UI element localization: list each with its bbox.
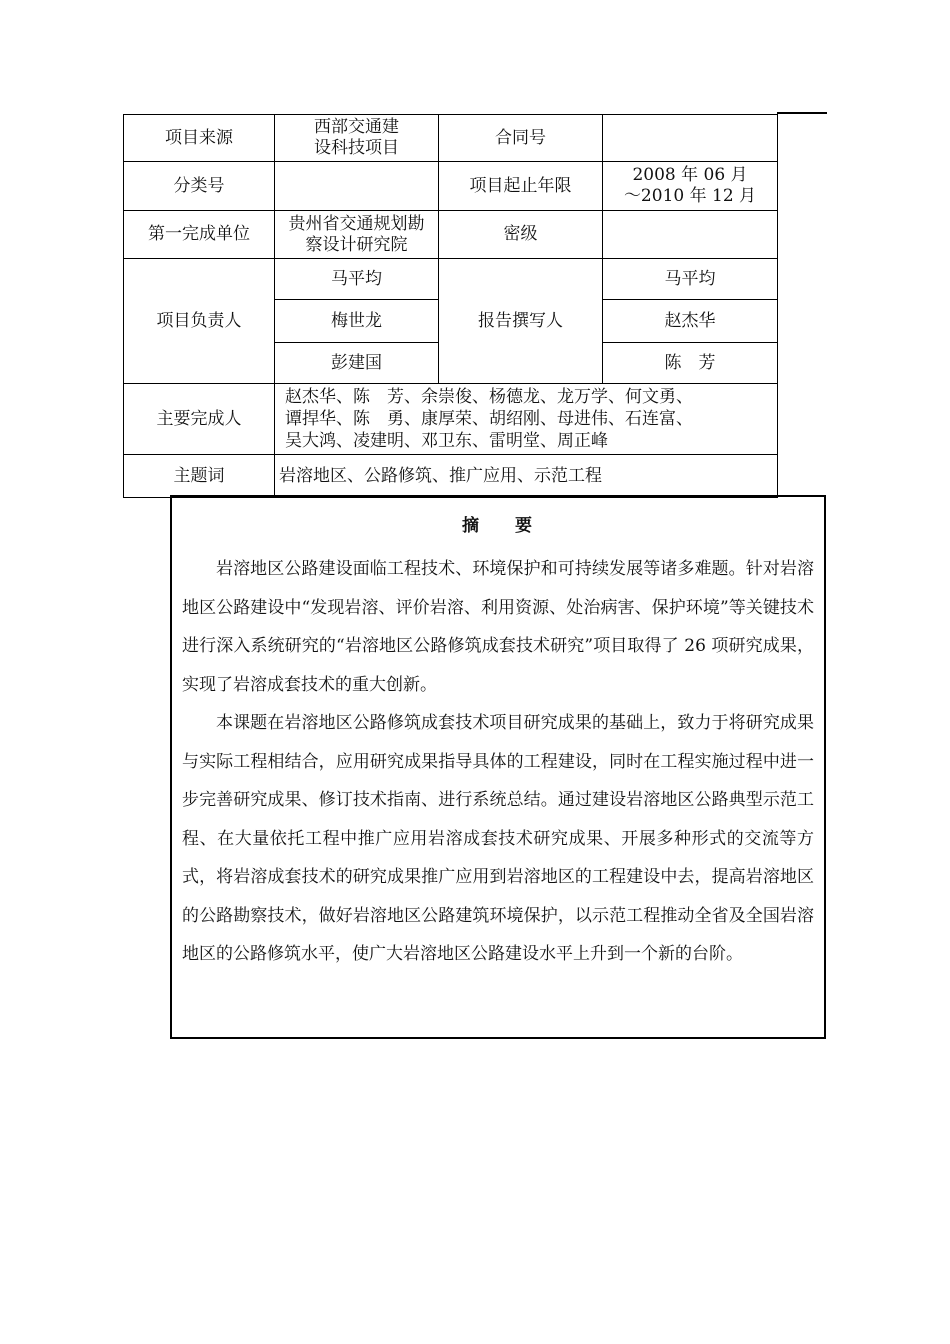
contract-no-label: 合同号	[439, 115, 603, 162]
writer-name: 马平均	[603, 259, 778, 300]
row-keywords	[124, 455, 778, 498]
leader-name: 彭建国	[275, 343, 439, 384]
first-unit-line-1: 贵州省交通规划勘	[288, 213, 425, 234]
abstract-title-right: 要	[515, 516, 534, 536]
contract-no-value	[603, 115, 778, 162]
secret-level-value	[603, 211, 778, 259]
row-leader-1	[124, 259, 778, 300]
leader-label: 项目负责人	[124, 259, 275, 384]
row-main-persons	[124, 384, 778, 455]
main-persons-line: 吴大鸿、凌建明、邓卫东、雷明堂、周正峰	[285, 431, 608, 451]
first-unit-value	[275, 211, 439, 259]
main-persons-value	[275, 384, 778, 455]
first-unit-line-2: 察设计研究院	[305, 234, 408, 255]
writer-name: 赵杰华	[603, 300, 778, 343]
project-source-label: 项目来源	[124, 115, 275, 162]
keywords-value: 岩溶地区、公路修筑、推广应用、示范工程	[275, 455, 778, 498]
writer-name: 陈 芳	[603, 343, 778, 384]
period-value	[603, 162, 778, 211]
project-info-table	[123, 114, 778, 498]
leader-name: 马平均	[275, 259, 439, 300]
leader-name: 梅世龙	[275, 300, 439, 343]
main-persons-line: 谭捍华、陈 勇、康厚荣、胡绍刚、母进伟、石连富、	[285, 409, 693, 429]
main-persons-line: 赵杰华、陈 芳、余崇俊、杨德龙、龙万学、何文勇、	[285, 387, 693, 407]
project-source-line-1: 西部交通建	[314, 117, 399, 137]
category-no-label: 分类号	[124, 162, 275, 211]
abstract-paragraph-2: 本课题在岩溶地区公路修筑成套技术项目研究成果的基础上，致力于将研究成果与实际工程相结合，应用研究成果指导具体的工程建设，同时在工程实施过程中进一步完善研究成果、修订技术指南、进行系统总结。通过建设岩溶地区公路典型示范工程、在大量依托工程中推广应用岩溶成套技术研究成果、开展多种形式的交流等方式，将岩溶成套技术的研究成果推广应用到岩溶地区的工程建设中去，提高岩溶地区的公路勘察技术，做好岩溶地区公路建筑环境保护，以示范工程推动全省及全国岩溶地区的公路修筑水平，使广大岩溶地区公路建设水平上升到一个新的台阶。	[182, 713, 814, 964]
first-unit-label: 第一完成单位	[124, 211, 275, 259]
row-project-source	[124, 115, 778, 162]
writer-label: 报告撰写人	[439, 259, 603, 384]
abstract-title	[172, 511, 824, 536]
keywords-label: 主题词	[124, 455, 275, 498]
abstract-body	[182, 550, 814, 974]
project-source-value	[275, 115, 439, 162]
period-label: 项目起止年限	[439, 162, 603, 211]
period-line-2: ～2010 年 12 月	[623, 186, 757, 206]
period-line-1: 2008 年 06 月	[632, 165, 748, 185]
row-category	[124, 162, 778, 211]
abstract-title-left: 摘	[462, 516, 481, 536]
project-source-line-2: 设科技项目	[314, 138, 399, 158]
abstract-box	[170, 495, 826, 1039]
corner-rule	[777, 112, 827, 114]
main-persons-label: 主要完成人	[124, 384, 275, 455]
row-first-unit	[124, 211, 778, 259]
secret-level-label: 密级	[439, 211, 603, 259]
category-no-value	[275, 162, 439, 211]
abstract-paragraph-1: 岩溶地区公路建设面临工程技术、环境保护和可持续发展等诸多难题。针对岩溶地区公路建设中“发现岩溶、评价岩溶、利用资源、处治病害、保护环境”等关键技术进行深入系统研究的“岩溶地区公路修筑成套技术研究”项目取得了 26 项研究成果，实现了岩溶成套技术的重大创新。	[182, 559, 814, 695]
